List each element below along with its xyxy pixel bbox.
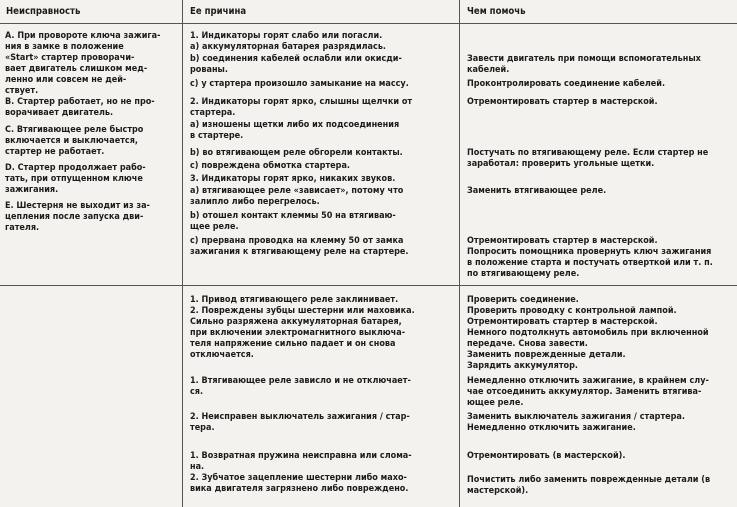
remedy-item: Проверить соединение. Проверить проводку с контрольной лампой. Отремонтировать стартер в мастерской. Немного подтолкнуть автомобиль при включенной передаче. Снова завести. Заменить поврежденные детали. Зарядить аккумулятор. <box>467 295 709 371</box>
remedy-item: Постучать по втягивающему реле. Если стартер не заработал: проверить угольные щетки. <box>467 148 709 169</box>
remedy-item: Отремонтировать стартер в мастерской. Попросить помощника провернуть ключ зажигания в положение старта и постучать отверткой или т. п. по втягивающему реле. <box>467 236 713 279</box>
remedy-item: Отремонтировать (в мастерской). <box>467 451 626 461</box>
cause-item: a) аккумуляторная батарея разрядилась. <box>190 42 387 52</box>
cause-item: a) втягивающее реле «зависает», потому что залипло либо перегрелось. <box>190 186 404 207</box>
cause-item: b) соединения кабелей ослабли или окисди- рованы. <box>190 54 402 75</box>
column-divider <box>459 0 460 507</box>
cause-item: c) у стартера произошло замыкание на массу. <box>190 79 409 89</box>
remedy-column-2 <box>467 0 735 507</box>
malfunction-item: D. Стартер продолжает рабо- тать, при отпущенном ключе зажигания. <box>5 163 146 195</box>
remedy-item: Немедленно отключить зажигание, в крайнем слу- чае отсоединить аккумулятор. Заменить втягива- ющее реле. <box>467 376 709 408</box>
cause-item: 2. Неисправен выключатель зажигания / стар- тера. <box>190 412 410 433</box>
cause-item: b) во втягивающем реле обгорели контакты. <box>190 148 403 158</box>
remedy-item: Заменить втягивающее реле. <box>467 186 607 196</box>
cause-item: 1. Втягивающее реле зависло и не отключает- ся. <box>190 376 411 397</box>
cause-item: c) прервана проводка на клемму 50 от замка зажигания к втягивающему реле на стартере. <box>190 236 409 257</box>
malfunction-column <box>5 0 180 507</box>
header-cause: Ее причина <box>190 6 247 17</box>
malfunction-item: C. Втягивающее реле быстро включается и выключается, стартер не работает. <box>5 125 144 157</box>
remedy-item: Почистить либо заменить поврежденные детали (в мастерской). <box>467 475 711 496</box>
column-divider <box>182 0 183 507</box>
cause-item: c) повреждена обмотка стартера. <box>190 161 350 171</box>
malfunction-item: B. Стартер работает, но не про- ворачивает двигатель. <box>5 97 155 118</box>
header-remedy: Чем помочь <box>467 6 526 17</box>
remedy-item: Отремонтировать стартер в мастерской. <box>467 97 658 107</box>
cause-item: 1. Привод втягивающего реле заклинивает. 2. Повреждены зубцы шестерни или маховика. Сильно разряжена аккумуляторная батарея, при включении электромагнитного выключа- теля напряжение сильно падает и он снова отключается. <box>190 295 415 360</box>
cause-item: 1. Индикаторы горят слабо или погасли. <box>190 31 383 41</box>
cause-item: 2. Индикаторы горят ярко, слышны щелчки от стартера. <box>190 97 413 118</box>
remedy-item: Проконтролировать соединение кабелей. <box>467 79 666 89</box>
cause-item: b) отошел контакт клеммы 50 на втягиваю- щее реле. <box>190 211 396 232</box>
remedy-item: Заменить выключатель зажигания / стартера. Немедленно отключить зажигание. <box>467 412 685 433</box>
malfunction-item: A. При провороте ключа зажига- ния в замке в положение «Start» стартер проворачи- вает двигатель слишком мед- ленно или совсем не дей- ствует. <box>5 31 161 96</box>
malfunction-item: E. Шестерня не выходит из за- цепления после запуска дви- гателя. <box>5 201 150 233</box>
cause-item: a) изношены щетки либо их подсоединения в стартере. <box>190 120 400 141</box>
cause-item: 3. Индикаторы горят ярко, никаких звуков. <box>190 174 396 184</box>
remedy-item: Завести двигатель при помощи вспомогательных кабелей. <box>467 54 701 75</box>
header-malfunction: Неисправность <box>6 6 81 17</box>
cause-item: 1. Возвратная пружина неисправна или слома- на. 2. Зубчатое зацепление шестерни либо махо- вика двигателя загрязнено либо повреждено. <box>190 451 412 494</box>
cause-column-2 <box>190 0 456 507</box>
